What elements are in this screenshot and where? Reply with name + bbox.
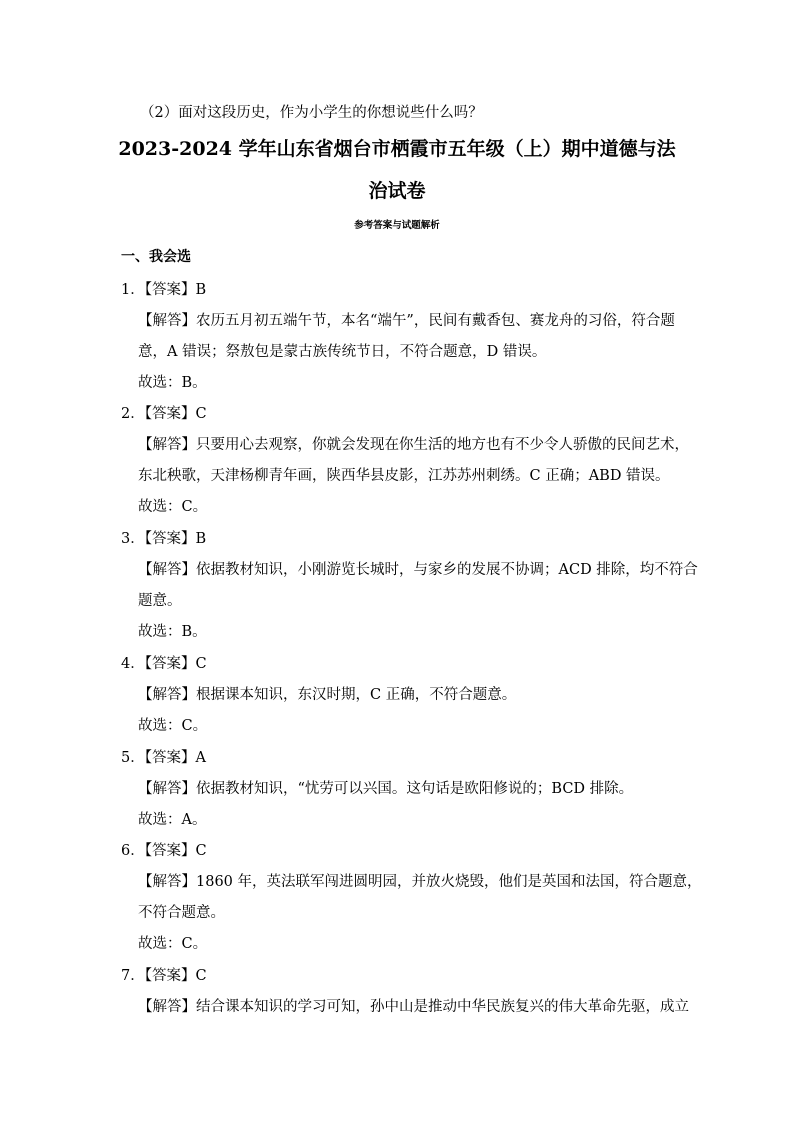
answer-label: 2．【答案】C — [121, 406, 207, 422]
explanation-line: 题意。 — [138, 593, 182, 609]
answer-label: 1．【答案】B — [121, 282, 207, 298]
answer-label: 3．【答案】B — [121, 531, 207, 547]
answer-label: 5．【答案】A — [121, 750, 206, 766]
explanation-line: 【解答】结合课本知识的学习可知，孙中山是推动中华民族复兴的伟大革命先驱，成立 — [138, 999, 689, 1015]
answer-item-2 — [121, 404, 689, 528]
page-title-line-2: 治试卷 — [368, 180, 426, 202]
explanation-line: 【解答】依据教材知识，“忧劳可以兴国。这句话是欧阳修说的；BCD 排除。 — [138, 781, 634, 797]
answer-label: 4．【答案】C — [121, 656, 207, 672]
explanation-line: 东北秧歌，天津杨柳青年画，陕西华县皮影，江苏苏州刺绣。C 正确；ABD 错误。 — [138, 468, 670, 484]
section-heading: 一、我会选 — [121, 249, 191, 265]
explanation-line: 意，A 错误；祭敖包是蒙古族传统节日，不符合题意，D 错误。 — [138, 344, 547, 360]
explanation-line: 【解答】依据教材知识，小刚游览长城时，与家乡的发展不协调；ACD 排除，均不符合 — [138, 562, 698, 578]
answer-subtitle: 参考答案与试题解析 — [354, 220, 440, 231]
answer-item-7 — [121, 966, 689, 1028]
conclusion-line: 故选：C。 — [138, 936, 208, 952]
page-title-line-1: 2023-2024 学年山东省烟台市栖霞市五年级（上）期中道德与法 — [118, 138, 676, 160]
explanation-line: 【解答】1860 年，英法联军闯进圆明园，并放火烧毁，他们是英国和法国，符合题意， — [138, 874, 702, 890]
explanation-line: 【解答】只要用心去观察，你就会发现在你生活的地方也有不少令人骄傲的民间艺术， — [138, 437, 689, 453]
answer-item-4 — [121, 654, 681, 747]
conclusion-line: 故选：C。 — [138, 718, 208, 734]
answer-item-1 — [121, 280, 681, 404]
explanation-line: 【解答】农历五月初五端午节，本名“端午”，民间有戴香包、赛龙舟的习俗，符合题 — [138, 313, 675, 329]
answer-item-6 — [121, 841, 702, 965]
conclusion-line: 故选：B。 — [138, 375, 207, 391]
answer-label: 7．【答案】C — [121, 968, 207, 984]
intro-question: （2）面对这段历史，作为小学生的你想说些什么吗？ — [140, 105, 483, 121]
answer-label: 6．【答案】C — [121, 843, 207, 859]
answer-item-5 — [121, 748, 681, 841]
conclusion-line: 故选：B。 — [138, 624, 207, 640]
answer-item-3 — [121, 529, 698, 653]
conclusion-line: 故选：A。 — [138, 812, 207, 828]
explanation-line: 【解答】根据课本知识，东汉时期，C 正确，不符合题意。 — [138, 687, 517, 703]
conclusion-line: 故选：C。 — [138, 499, 208, 515]
explanation-line: 不符合题意。 — [138, 905, 225, 921]
